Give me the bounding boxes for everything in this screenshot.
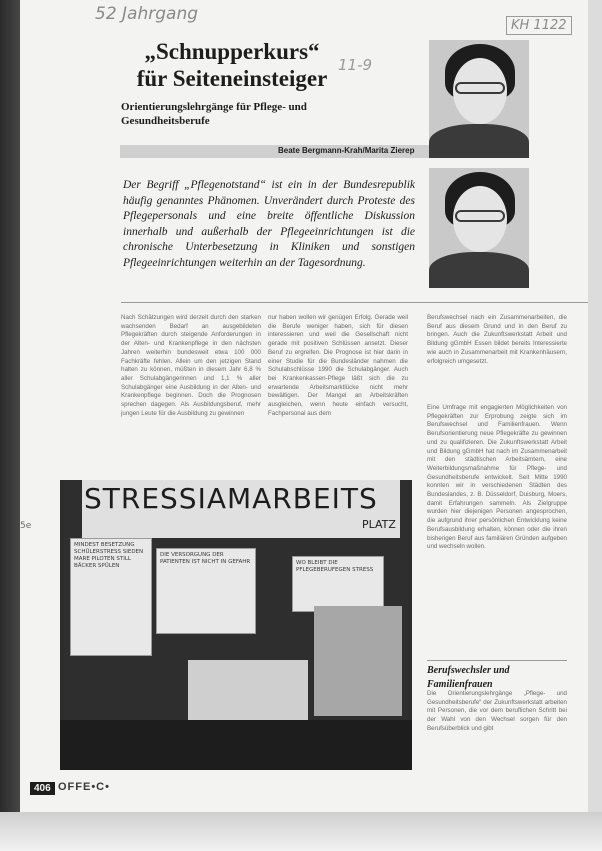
portrait-shoulders — [429, 124, 529, 158]
photo-floor — [60, 720, 412, 770]
title-line-1: „Schnupperkurs“ — [144, 39, 320, 64]
photo-table — [188, 660, 308, 720]
protest-photo — [60, 480, 412, 770]
protest-poster: MINDEST BESETZUNG SCHÜLERSTRESS SIEDEN MARE PILOTEN STILL BÄCKER SPÜLEN — [70, 538, 152, 656]
author-portrait-1 — [429, 40, 529, 158]
handwritten-note-top: 52 Jahrgang — [95, 4, 199, 24]
margin-pen-note: 5e — [20, 521, 32, 531]
banner-text: STRESSIAMARBEITS — [84, 482, 378, 515]
page-number: 406 — [30, 782, 55, 795]
scan-edge-left — [0, 0, 22, 851]
author-names: Beate Bergmann-Krah/Marita Zierep — [278, 146, 415, 155]
body-column-3-top: Berufswechsel nach ein Zusammenarbeiten, die Beruf aus diesem Grund und in den Beruf zu bringen. Auch die Zukunftswerkstatt Arbeit und Bildung gGmbH Essen bildet bereits Interessierte wie auch in Zusammenarbeit mit Krankenhäusern, erfolgreich umgesetzt. — [427, 314, 567, 365]
scan-edge-right — [586, 0, 602, 851]
body-column-1: Nach Schätzungen wird derzeit durch den starken wachsenden Bedarf an ausgebildeten Pflegekräften durch steigende Anforderungen in der Alten- und Krankenpflege in den nächsten Jahren weiterhin bundesweit etwa 100 000 Fachkräfte fehlen. Allein um den jetzigen Stand halten zu können, müßten in diesem Jahr 6,8 % aller Schulabgängerinnen und 1,1 % aller Schulabgänger eine Ausbildung in der Alten- und Krankenpflege beginnen. Doch die Prognosen sprechen dagegen. Als Ausbildungsberuf, mehr jungen Leute für die Ausbildung zu gewinnen — [121, 314, 261, 417]
article-title — [52, 38, 412, 92]
portrait-glasses — [455, 210, 505, 222]
handwritten-note-mid: 11-9 — [338, 56, 373, 74]
magazine-name: OFFE•C• — [58, 781, 110, 793]
portrait-shoulders — [429, 252, 529, 288]
title-line-2: für Seiteneinsteiger — [136, 66, 328, 91]
handwritten-note-right: KH 1122 — [506, 16, 572, 35]
portrait-glasses — [455, 82, 505, 94]
body-column-3-bottom: Die Orientierungslehrgänge „Pflege- und Gesundheitsberufe“ der Zukunftswerkstatt arbeiten mit Personen, die vor dem beruflichen Schritt bei der Wahl von den Wechsel sorgen für den Berufsüberblick und gibt — [427, 690, 567, 732]
protest-poster: DIE VERSORGUNG DER PATIENTEN IST NICHT IN GEFAHR — [156, 548, 256, 634]
photo-inset-image — [314, 606, 402, 716]
lead-paragraph: Der Begriff „Pflegenotstand“ ist ein in der Bundesrepublik häufig genanntes Phänomen. Unverändert durch Proteste des Pflegepersonals und eine breite öffentliche Diskussion innerhalb und außerhalb der Pflegeeinrichtungen ist die chronische Unterbesetzung in Kliniken und sonstigen Pflegeeinrichtungen weiterhin an der Tagesordnung. — [123, 179, 415, 269]
article-subtitle: Orientierungslehrgänge für Pflege- und Gesundheitsberufe — [121, 101, 307, 127]
banner-suffix: PLATZ — [362, 518, 396, 531]
author-portrait-2 — [429, 168, 529, 288]
scan-bottom-margin — [0, 812, 602, 851]
body-column-3-mid: Eine Umfrage mit engagierten Möglichkeiten von Pflegekräften zur Erprobung zeigte sich im Berufswechsel und Familienfrauen. Wenn Berufsorientierung neue Pflegekräfte zu gewinnen und zu qualifizieren. Die Zukunftswerkstatt Arbeit und Bildung gGmbH hat nach im Zusammenarbeit mit den städtischen Arbeitsämtern, eine Weiterbildungsmaßnahme für Pflege- und Gesundheitsberufe entwickelt. Seit Mitte 1990 konnten wir in verschiedenen Städten des Bundeslandes, z. B. Düsseldorf, Duisburg, Moers, damit Erfahrungen sammeln. Als Zielgruppe wurden hier diejenigen Personen angesprochen, die aufgrund ihrer persönlichen Entwicklung keine Berufsausbildung erhalten, können oder die ihren bisherigen Beruf aus familiären Gründen aufgeben und wechseln wollen. — [427, 404, 567, 551]
section-subheading: Berufswechsler und Familienfrauen — [427, 660, 567, 692]
body-column-2: nur haben wollen wir genügen Erfolg. Gerade weil die Berufe weniger haben, sich für diesen interessieren und weil die Gesellschaft nicht gerade mit positiven Schlüssen ansetzt. Dieser Beruf zu ergreifen. Die Prognose ist hier darin in einer Studie für die Bundesländer nahmen die Schulabschlüsse 1990 die Schulabgänger. Auch bei Krankenkassen-Pflege läßt sich die zu erwartende Arbeitsmarktlücke nicht mehr bewältigen. Der Mangel an Arbeitskräften ausgleichen, wenn heute einfach versucht, Fachpersonal aus dem — [268, 314, 408, 417]
section-divider — [121, 302, 588, 303]
protest-poster: WO BLEIBT DIE PFLEGEBERUFEGEN STRESS — [292, 556, 384, 612]
magazine-page — [20, 0, 588, 812]
